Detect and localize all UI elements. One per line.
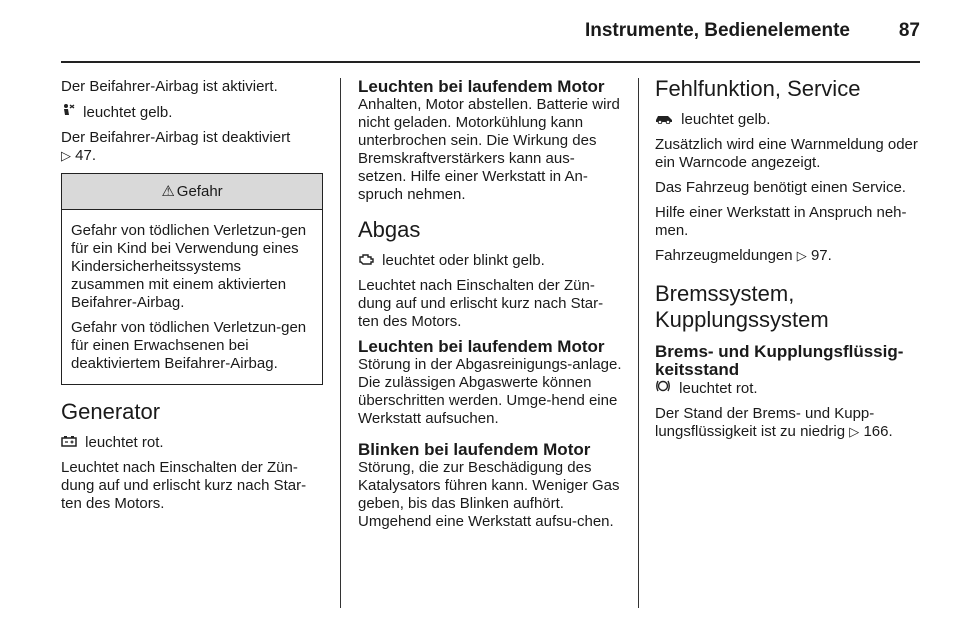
subsection-text: Anhalten, Motor abstellen. Batterie wird nicht geladen. Motorkühlung kann unterbrochen sein. Die Wirkung des Bremskraftverstärkers kann aus-setzen. Hilfe einer Werkstatt in An-spruch nehmen.	[358, 96, 620, 203]
danger-text-2: Gefahr von tödlichen Verletzun-gen für einen Erwachsenen bei deaktiviertem Beifahrer-Airbag.	[71, 319, 307, 372]
service-text-4: Fahrzeugmeldungen ▷ 97.	[655, 247, 832, 264]
column-divider	[340, 78, 341, 608]
page-reference[interactable]: 166.	[863, 423, 893, 440]
page-number: 87	[898, 20, 920, 41]
section-title-brake-system: Bremssystem, Kupplungssystem	[655, 281, 829, 332]
page-reference[interactable]: 97.	[810, 247, 832, 264]
column-1	[61, 78, 323, 520]
reference-arrow-icon: ▷	[849, 424, 860, 439]
page-header	[0, 20, 920, 46]
subsection-title: Blinken bei laufendem Motor	[358, 440, 591, 459]
header-rule	[61, 61, 920, 63]
generator-light-text: leuchtet rot.	[61, 433, 323, 452]
engine-icon	[358, 251, 374, 269]
subsection-text: Störung, die zur Beschädigung des Katalysators führen kann. Weniger Gas geben, bis das Blinken aufhört. Umgehend eine Werkstatt aufsu-chen.	[358, 459, 620, 530]
column-2	[358, 78, 623, 544]
brake-fluid-description: Der Stand der Brems- und Kupp-lungsflüssigkeit ist zu niedrig ▷ 166.	[655, 405, 893, 440]
page-reference[interactable]: 47.	[75, 147, 97, 164]
airbag-off-icon	[61, 103, 75, 121]
reference-arrow-icon: ▷	[796, 248, 807, 263]
section-title-generator: Generator	[61, 399, 161, 424]
section-title-service: Fehlfunktion, Service	[655, 76, 861, 101]
generator-description: Leuchtet nach Einschalten der Zün-dung auf und erlischt kurz nach Star-ten des Motors.	[61, 459, 307, 512]
abgas-description: Leuchtet nach Einschalten der Zün-dung auf und erlischt kurz nach Star-ten des Motors.	[358, 277, 604, 330]
column-divider	[638, 78, 639, 608]
airbag-active-text: Der Beifahrer-Airbag ist aktiviert.	[61, 78, 278, 95]
subsection-title: Brems- und Kupplungsflüssig-keitsstand	[655, 342, 904, 379]
warning-triangle-icon: ⚠	[161, 183, 175, 200]
subsection-text: Störung in der Abgasreinigungs-anlage. Die zulässigen Abgaswerte können überschritten werden. Umge-hend eine Werkstatt aufsuchen.	[358, 356, 622, 427]
danger-box	[61, 173, 323, 385]
danger-box-header: ⚠ Gefahr	[62, 174, 322, 210]
airbag-light-text: leuchtet gelb.	[61, 103, 323, 122]
reference-arrow-icon: ▷	[61, 148, 71, 163]
danger-text-1: Gefahr von tödlichen Verletzun-gen für ein Kind bei Verwendung eines Kindersicherheitssystems zusammen mit einem aktivierten Beifahrer-Airbag.	[71, 222, 307, 311]
subsection-title: Leuchten bei laufendem Motor	[358, 337, 605, 356]
car-service-icon	[655, 110, 673, 128]
battery-icon	[61, 433, 77, 451]
service-light-text: leuchtet gelb.	[655, 110, 921, 129]
section-title-abgas: Abgas	[358, 217, 421, 242]
brake-fluid-icon	[655, 379, 671, 397]
airbag-deactivated-text: Der Beifahrer-Airbag ist deaktiviert ▷ 47.	[61, 129, 291, 164]
header-title: Instrumente, Bedienelemente	[584, 20, 850, 41]
danger-box-body	[62, 210, 322, 384]
service-text-2: Das Fahrzeug benötigt einen Service.	[655, 179, 906, 196]
subsection-title: Leuchten bei laufendem Motor	[358, 77, 605, 96]
service-text-3: Hilfe einer Werkstatt in Anspruch neh-men.	[655, 204, 907, 239]
service-text-1: Zusätzlich wird eine Warnmeldung oder ein Warncode angezeigt.	[655, 136, 918, 171]
brake-fluid-light-text: leuchtet rot.	[655, 379, 921, 398]
abgas-light-text: leuchtet oder blinkt gelb.	[358, 251, 623, 270]
column-3	[655, 78, 921, 448]
